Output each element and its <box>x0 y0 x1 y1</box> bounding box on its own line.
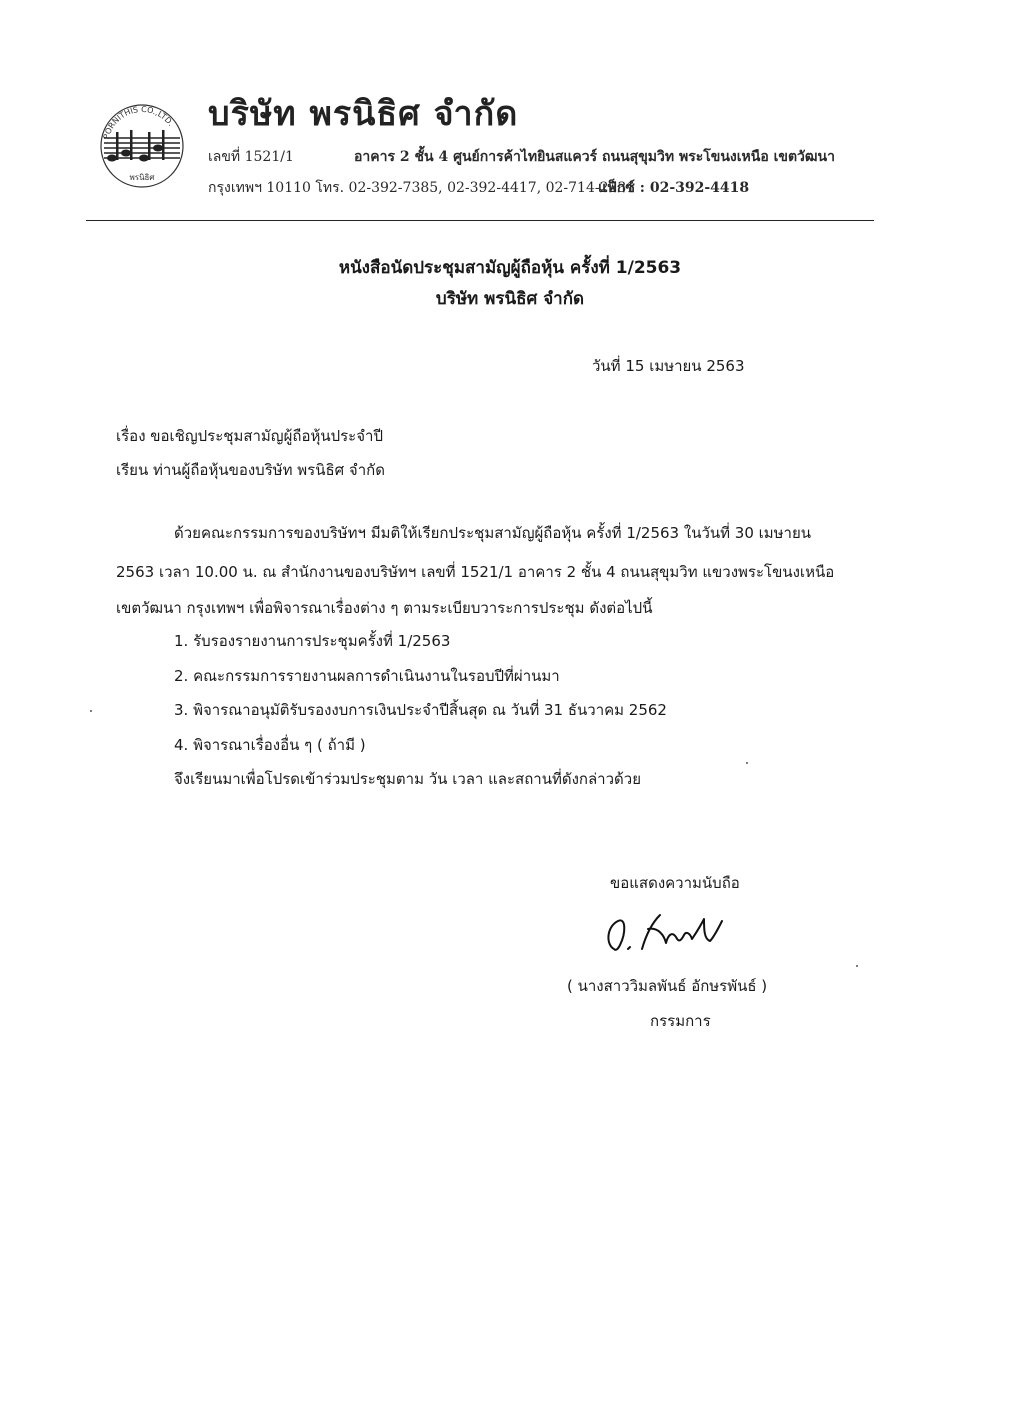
agenda-item: 4. พิจารณาเรื่องอื่น ๆ ( ถ้ามี ) <box>174 736 366 754</box>
document-title: หนังสือนัดประชุมสามัญผู้ถือหุ้น ครั้งที่ 1/2563 <box>338 258 682 278</box>
scan-speck <box>856 965 858 967</box>
letter-recipient: เรียน ท่านผู้ถือหุ้นของบริษัท พรนิธิศ จำกัด <box>116 461 385 479</box>
agenda-item: 2. คณะกรรมการรายงานผลการดำเนินงานในรอบปีที่ผ่านมา <box>174 667 560 685</box>
city-phone: กรุงเทพฯ 10110 โทร. 02-392-7385, 02-392-4417, 02-714-2231 <box>208 180 636 196</box>
address-building: อาคาร 2 ชั้น 4 ศูนย์การค้าไทยินสแควร์ ถนนสุขุมวิท พระโขนงเหนือ เขตวัฒนา <box>354 149 835 165</box>
letter-date: วันที่ 15 เมษายน 2563 <box>592 357 745 375</box>
company-name-heading: บริษัท พรนิธิศ จำกัด <box>208 94 519 134</box>
scan-speck <box>90 710 92 712</box>
header-divider <box>86 220 874 221</box>
body-line-3: เขตวัฒนา กรุงเทพฯ เพื่อพิจารณาเรื่องต่าง ๆ ตามระเบียบวาระการประชุม ดังต่อไปนี้ <box>116 599 653 617</box>
signatory-name: ( นางสาววิมลพันธ์ อักษรพันธ์ ) <box>567 977 768 995</box>
handwritten-signature <box>600 905 730 955</box>
document-subtitle: บริษัท พรนิธิศ จำกัด <box>435 289 585 309</box>
signatory-position: กรรมการ <box>650 1012 711 1030</box>
address-number: เลขที่ 1521/1 <box>208 149 294 165</box>
body-line-2: 2563 เวลา 10.00 น. ณ สำนักงานของบริษัทฯ เลขที่ 1521/1 อาคาร 2 ชั้น 4 ถนนสุขุมวิท แขวงพระโขนงเหนือ <box>116 563 835 581</box>
fax-number: แฟ็กซ์ : 02-392-4418 <box>598 180 750 196</box>
company-logo <box>96 100 188 192</box>
logo-bottom-text: พรนิธิศ <box>129 173 155 182</box>
scan-speck <box>746 762 748 764</box>
closing-regards: ขอแสดงความนับถือ <box>610 874 740 892</box>
letter-subject: เรื่อง ขอเชิญประชุมสามัญผู้ถือหุ้นประจำปี <box>116 427 383 445</box>
agenda-item: 1. รับรองรายงานการประชุมครั้งที่ 1/2563 <box>174 632 451 650</box>
logo-ring-text: PORNITHIS CO.,LTD. <box>101 104 176 141</box>
closing-sentence: จึงเรียนมาเพื่อโปรดเข้าร่วมประชุมตาม วัน เวลา และสถานที่ดังกล่าวด้วย <box>174 770 641 788</box>
agenda-item: 3. พิจารณาอนุมัติรับรองงบการเงินประจำปีสิ้นสุด ณ วันที่ 31 ธันวาคม 2562 <box>174 701 667 719</box>
body-line-1: ด้วยคณะกรรมการของบริษัทฯ มีมติให้เรียกประชุมสามัญผู้ถือหุ้น ครั้งที่ 1/2563 ในวันที่ 30 เมษายน <box>174 524 812 542</box>
